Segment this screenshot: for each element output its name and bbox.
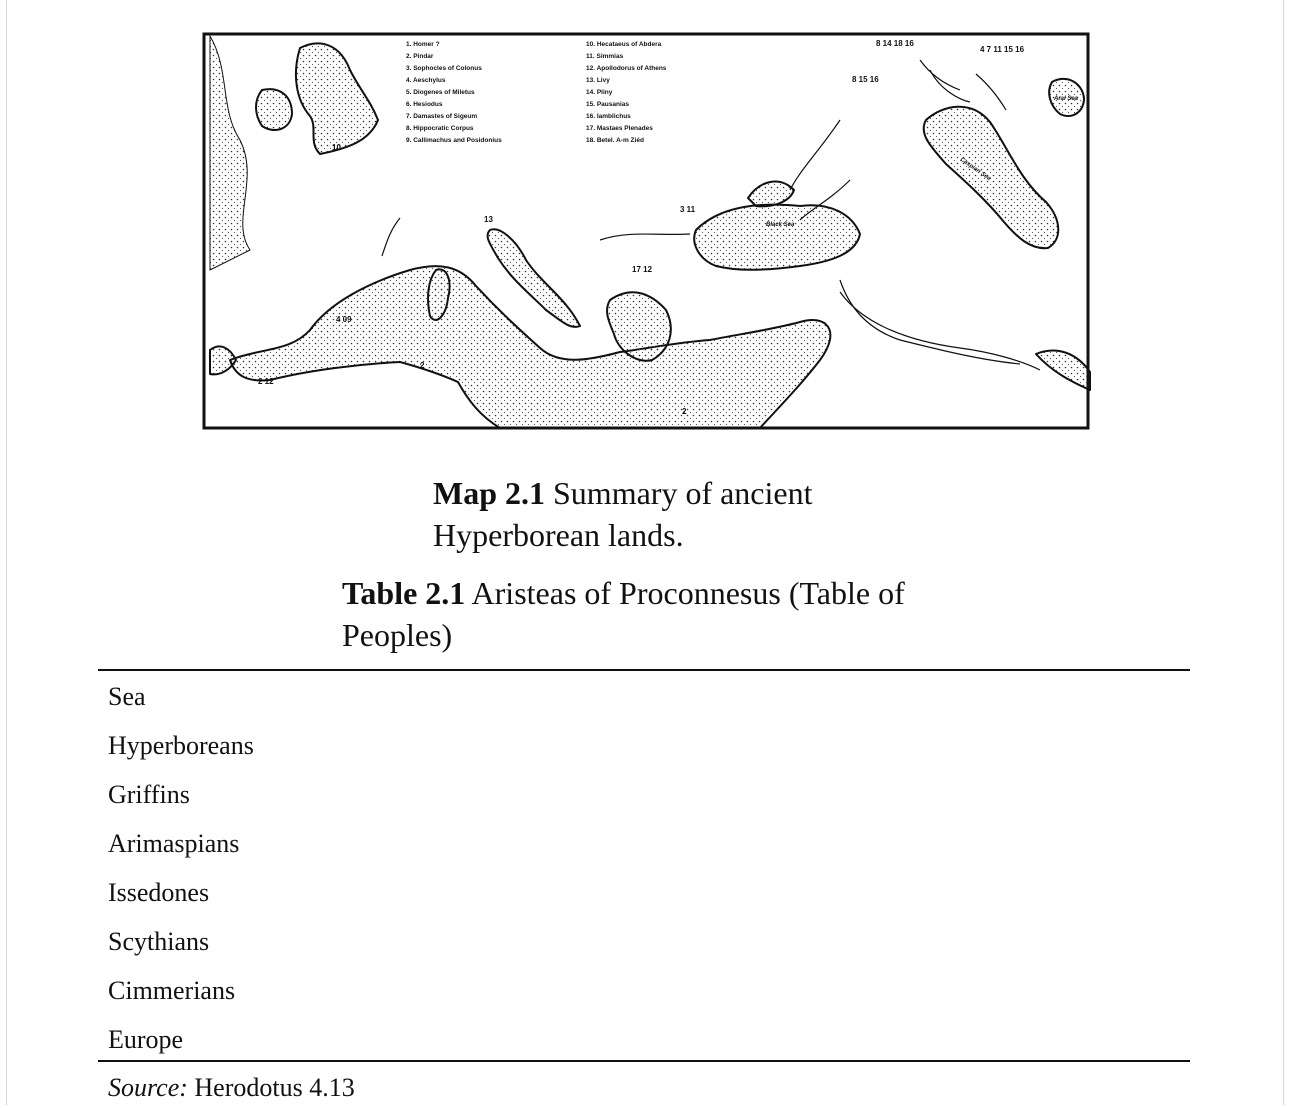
table-row: Sea: [108, 682, 146, 711]
map-legend-item: 13. Livy: [586, 77, 610, 84]
map-sea-label: Black Sea: [766, 222, 795, 228]
map-legend-item: 5. Diogenes of Miletus: [406, 89, 475, 96]
table-row: Cimmerians: [108, 976, 236, 1005]
map-label: 8 14 18 16: [876, 39, 914, 48]
map-legend-item: 11. Simmias: [586, 53, 624, 60]
map-legend-item: 17. Mastaes Plenades: [586, 125, 653, 132]
source-label: Source:: [108, 1073, 188, 1102]
map-label: 4 09: [336, 315, 352, 324]
map-legend-item: 4. Aeschylus: [406, 77, 446, 84]
source-note: [108, 1068, 355, 1108]
map-legend-item: 15. Pausanias: [586, 101, 629, 108]
table-top-rule: [98, 669, 1190, 671]
map-label: 2: [682, 407, 687, 416]
peoples-table: [108, 676, 254, 1068]
map-label: 2: [420, 361, 425, 370]
table-row: Europe: [108, 1025, 184, 1054]
map-legend-item: 10. Hecataeus of Abdera: [586, 41, 662, 48]
table-caption-text: Aristeas of Proconnesus (Table of Peoples): [342, 575, 905, 653]
map-sea-label: Caspian Sea: [958, 156, 992, 183]
map-legend-item: 7. Damastes of Sigeum: [406, 113, 478, 120]
map-sea-label: Aral Sea: [1054, 96, 1079, 102]
map-caption: [433, 472, 903, 556]
table-caption-label: Table 2.1: [342, 575, 466, 611]
map-legend-item: 16. Iamblichus: [586, 113, 631, 120]
map-label: 8 15 16: [852, 75, 879, 84]
map-label: 2 12: [258, 377, 274, 386]
map-image: [200, 30, 1092, 432]
map-figure: [200, 30, 1092, 432]
map-caption-label: Map 2.1: [433, 475, 545, 511]
map-label: 4 7 11 15 16: [980, 45, 1025, 54]
table-row: Hyperboreans: [108, 731, 254, 760]
table-row: Griffins: [108, 780, 190, 809]
page-edge-right: [1283, 0, 1284, 1105]
table-caption: [342, 572, 1022, 656]
table-row: Issedones: [108, 878, 210, 907]
table-row: Scythians: [108, 927, 210, 956]
page-edge-left: [6, 0, 7, 1105]
map-legend-item: 3. Sophocles of Colonus: [406, 65, 482, 72]
map-legend-item: 8. Hippocratic Corpus: [406, 125, 474, 132]
map-label: 10: [332, 143, 341, 152]
map-legend-item: 6. Hesiodus: [406, 101, 443, 108]
map-legend-item: 14. Pliny: [586, 89, 613, 96]
source-text: Herodotus 4.13: [194, 1073, 355, 1102]
table-bottom-rule: [98, 1060, 1190, 1062]
map-label: 3 11: [680, 205, 696, 214]
map-caption-text: Summary of ancient Hyperborean lands.: [433, 475, 813, 553]
map-legend-item: 9. Callimachus and Posidonius: [406, 137, 502, 144]
map-label: 13: [484, 215, 493, 224]
map-legend-item: 18. Betel. A-m Ziéd: [586, 137, 644, 144]
map-label: 17 12: [632, 265, 653, 274]
map-legend-item: 1. Homer ?: [406, 41, 440, 48]
table-row: Arimaspians: [108, 829, 240, 858]
map-legend-item: 12. Apollodorus of Athens: [586, 65, 667, 72]
map-legend-item: 2. Pindar: [406, 53, 434, 60]
